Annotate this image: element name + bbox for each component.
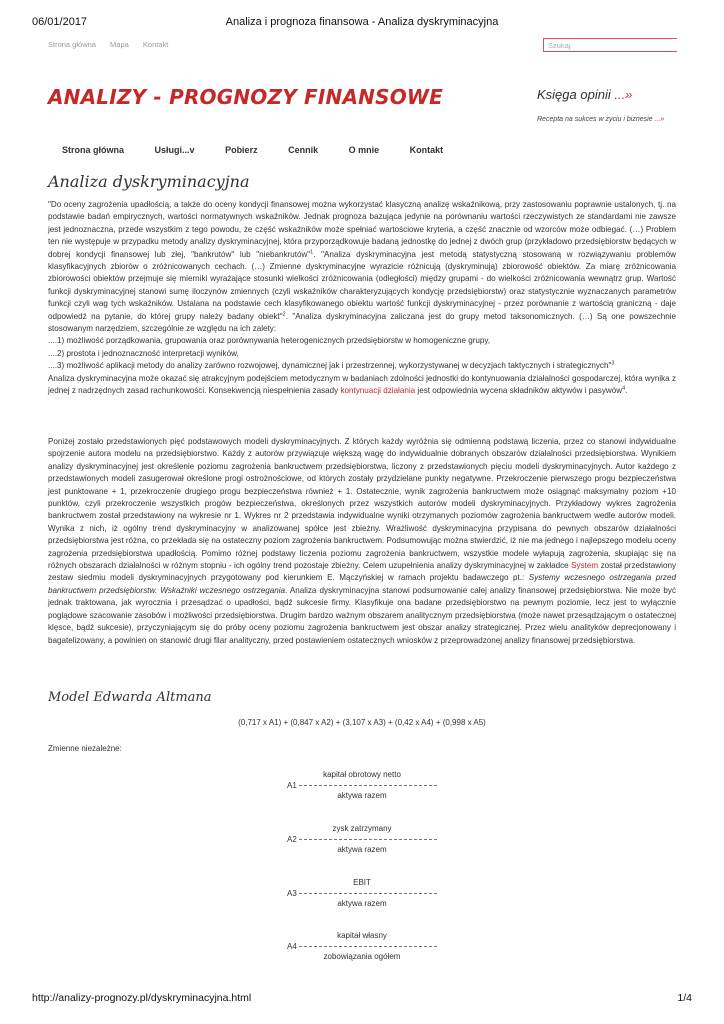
system-link[interactable]: System xyxy=(571,561,599,571)
recipe-text: Recepta na sukces w życiu i biznesie xyxy=(537,116,653,123)
intro-paragraph: "Do oceny zagrożenia upadłością, a także do oceny kondycji finansowej można wykorzystać klasyczną analizę wskaźnikową, przy zastosowaniu poprawnie ustalonych, tj. na podstawie badań empirycznych, wartości normatywnych wskaźników. Jednak prognoza bazująca jedynie na porównaniu wartości rzeczywistych ze standardami nie zawsze jest jednoznaczna, przede wszystkim z tego powodu, że część wskaźników może spełniać wartościowe kryteria, a część znacznie od wzorców może odbiegać. (…) Problem ten nie występuje w przypadku metody analizy dyskryminacyjnej, która przyporządkowuje badaną jednostkę do jednej z dwóch grup (przykładowo przedsiębiorstw będących w dobrej kondycji finansowej lub złej, "bankrutów" lub "niebankrutów"$^1$. "Analiza dyskryminacyjna jest metodą statystyczną stosowaną w rozwiązywaniu problemów klasyfikacyjnych zbiorów o zróżnicowanych cechach. (…) Zmienne dyskryminacyjne wyrazicie różnicują (dyskryminują) zbiorowość obiektów. Za miarę zróżnicowania zbiorowości obiektów przejmuje się mierniki wyrażające stosunki wielkości zróżnicowania (odległości) między grupami - do wielkości zróżnicowania wewnątrz grup. Wartość funkcji dyskryminacyjnej stanowi sumę iloczynów zmiennych (czyli wskaźników charakteryzujących kondycję przedsiębiorstw) oraz statystycznie wyznaczanych parametrów funkcji czyli wag tych wskaźników. Ustalana na podstawie cech klasyfikowanego obiektu wartość funkcji dyskryminacyjnej - przez porównanie z wartością graniczną - daje odpowiedź na pytanie, do której grupy należy badany obiekt"$^2$. "Analiza dyskryminacyjna zaliczana jest do grupy metod taksonomicznych. (…) Są one powszechnie stosowanym narzędziem, szczególnie ze względu na ich zalety: xyxy=(48,200,677,334)
fraction-line xyxy=(299,785,437,786)
ratio-denominator: aktywa razem xyxy=(337,899,387,908)
variables-label: Zmienne niezależne: xyxy=(48,744,122,753)
model-title: Model Edwarda Altmana xyxy=(48,690,212,705)
footnote-ref-1[interactable]: 1 xyxy=(310,248,314,255)
print-page-number: 1/4 xyxy=(677,992,692,1004)
models-paragraph: Poniżej zostało przedstawionych pięć podstawowych modeli dyskryminacyjnych. Z których każdy wyróżnia się odmienną podstawą liczenia, przez co stanowi indywidualne spojrzenie autora modelu na przedsiębiorstwo. Każdy z autorów przywiązuje większą wagę do indywidualnie dobranych obszarów działalności przedsiębiorstwa. Wynikiem analizy dyskryminacyjnej jest określenie poziomu zagrożenia bankructwem przedsiębiorstwa, liczony z przedstawionych pięciu modeli dyskryminacyjnych. Autor każdego z przedstawionych modeli zasugerował określone progi ostrożnościowe, od których zostały przydzielane punkty negatywne. Przekroczenie pierwszego progu bezpieczeństwa jest punktowane + 1, przekroczenie drugiego progu bezpieczeństwa również + 1. Ostatecznie, wynik zagrożenia bankructwem może osiągnąć maksymalny poziom +10 punktów, czyli przekroczenie wszystkich progów bezpieczeństwa, określonych przez wszystkich autorów modeli dyskryminacyjnych. Przykładowy wykres zagrożenia bankructwem został przedstawiony na wykresie nr 1. Wykres nr 2 przedstawia indywidualne wyniki otrzymanych poziomów zagrożenia bankructwem wedle autorów modeli. Wynika z nich, iż ogólny trend dyskryminacyjny w analizowanej spółce jest zbieżny. Wrażliwość dyskryminacyjna przypisana do pewnych obszarów działalności przedsiębiorstwa jest różna, co przekłada się na ostateczny poziom zagrożenia bankructwem. Podsumowując można stwierdzić, iż nie ma jednego i najlepszego modelu oceny zagrożenia przedsiębiorstwa upadłością. Pomimo różnej podstawy liczenia poziomu zagrożenia bankructwem, wszystkie modele wyłapują zagrożenia, skupiając się na różnych obszarach działalności w różnym stopniu - ich ogólny trend pozostaje zbieżny. Celem uzupełnienia analizy dyskryminacyjnej w zakładce System został przedstawiony zestaw siedmiu modeli dyskryminacyjnych przygotowany pod kierunkiem E. Mączyńskiej w ramach projektu badawczego pt.: Systemy wczesnego ostrzegania przed bankructwem przedsiębiorstw. Wskaźniki wczesnego ostrzegania. Analiza dyskryminacyjna stanowi podsumowanie całej analizy finansowej przedsiębiorstwa. Nie może być jednak traktowana, jak wyrocznia i przesądzać o upadłości, bądź sukcesie firmy. Klasyfikuje ona badane przedsiębiorstwo na pewnym poziomie, lecz jest to wyłącznie poglądowe szacowanie zasobów i możliwości przedsiębiorstwa. Drugim bardzo ważnym obszarem analitycznym przedsiębiorstwa (może nawet przesądzającym o ostatecznej klęsce, bądź sukcesie), przyczyniającym się do próby oceny poziomu zagrożenia bankructwem jest obszar analizy strategicznej. Przez wielu analityków deprecjonowany i bagatelizowany, a powinien on stanowić drugi filar analityczny, przed postawieniem ostatecznych wniosków z przeprowadzonej analizy finansowej przedsiębiorstwa. xyxy=(48,437,677,645)
guestbook-link[interactable] xyxy=(537,87,632,102)
ratio-numerator: zysk zatrzymany xyxy=(332,824,392,833)
models-block xyxy=(48,436,676,647)
footnote-ref-2[interactable]: 2 xyxy=(282,310,286,317)
nav-item-contact[interactable]: Kontakt xyxy=(409,145,444,155)
guestbook-more-link[interactable]: ...» xyxy=(614,87,633,102)
print-url: http://analizy-prognozy.pl/dyskryminacyjna.html xyxy=(32,992,252,1004)
main-nav xyxy=(62,145,471,155)
footnote-ref-3[interactable]: 3 xyxy=(611,360,615,367)
ratio-numerator: kapitał własny xyxy=(337,931,387,940)
topnav-map-link[interactable]: Mapa xyxy=(110,40,129,49)
ratio-denominator: aktywa razem xyxy=(337,791,387,800)
print-title: Analiza i prognoza finansowa - Analiza dyskryminacyjna xyxy=(225,16,499,28)
ratio-a1 xyxy=(287,770,437,800)
print-date: 06/01/2017 xyxy=(32,16,88,28)
nav-item-download[interactable]: Pobierz xyxy=(225,145,258,155)
nav-item-pricing[interactable]: Cennik xyxy=(288,145,319,155)
guestbook-title: Księga opinii xyxy=(537,87,611,102)
fraction-line xyxy=(299,946,437,947)
recipe-link[interactable] xyxy=(537,116,664,123)
fraction-line xyxy=(299,893,437,894)
ratio-label: A4 xyxy=(287,941,297,951)
intro-block xyxy=(48,199,676,398)
site-title[interactable]: ANALIZY - PROGNOZY FINANSOWE xyxy=(48,85,444,109)
ratio-label: A3 xyxy=(287,888,297,898)
list-item: ....1) możliwość porządkowania, grupowania oraz porównywania heterogenicznych przedsiębiorstw w homogeniczne grupy, xyxy=(48,336,491,346)
ratio-label: A1 xyxy=(287,780,297,790)
list-item: ....3) możliwość aplikacji metody do analizy zarówno rozwojowej, dynamicznej jak i przestrzennej, wykorzystywanej w decyzjach taktycznych i strategicznych"$^3$ xyxy=(48,360,615,371)
ratio-label: A2 xyxy=(287,834,297,844)
topnav-contact-link[interactable]: Kontakt xyxy=(142,40,169,49)
page-title: Analiza dyskryminacyjna xyxy=(48,172,250,191)
ratio-a2 xyxy=(287,824,437,854)
ratio-a3 xyxy=(287,878,437,908)
fraction-line xyxy=(299,839,437,840)
altman-formula: (0,717 x A1) + (0,847 x A2) + (3,107 x A3) + (0,42 x A4) + (0,998 x A5) xyxy=(238,718,486,727)
continuity-paragraph: Analiza dyskryminacyjna może okazać się atrakcyjnym podejściem metodycznym w badaniach zdolności jednostki do kontynuowania działalności gospodarczej, która wynika z jednej z nadrzędnych zasad rachunkowości. Konsekwencją niespełnienia zasady kontynuacji działania jest odpowiednia wycena składników aktywów i pasywów$^4$. xyxy=(48,373,676,396)
ratio-denominator: zobowiązania ogółem xyxy=(323,952,401,961)
ratio-numerator: kapitał obrotowy netto xyxy=(323,770,401,779)
recipe-more-link[interactable]: ...» xyxy=(654,116,665,123)
topnav-home-link[interactable]: Strona główna xyxy=(48,40,96,49)
top-nav xyxy=(48,40,180,49)
search-input[interactable]: Szukaj xyxy=(543,38,677,52)
nav-item-about[interactable]: O mnie xyxy=(348,145,380,155)
ratio-numerator: EBIT xyxy=(353,878,371,887)
ratio-denominator: aktywa razem xyxy=(337,845,387,854)
list-item: ....2) prostota i jednoznaczność interpretacji wyników, xyxy=(48,348,239,358)
nav-item-services[interactable]: Usługi...v xyxy=(154,145,195,155)
ratio-a4 xyxy=(287,931,437,961)
nav-item-home[interactable]: Strona główna xyxy=(62,145,125,155)
going-concern-link[interactable]: kontynuacji działania xyxy=(340,386,416,396)
footnote-ref-4[interactable]: 4 xyxy=(622,385,626,392)
